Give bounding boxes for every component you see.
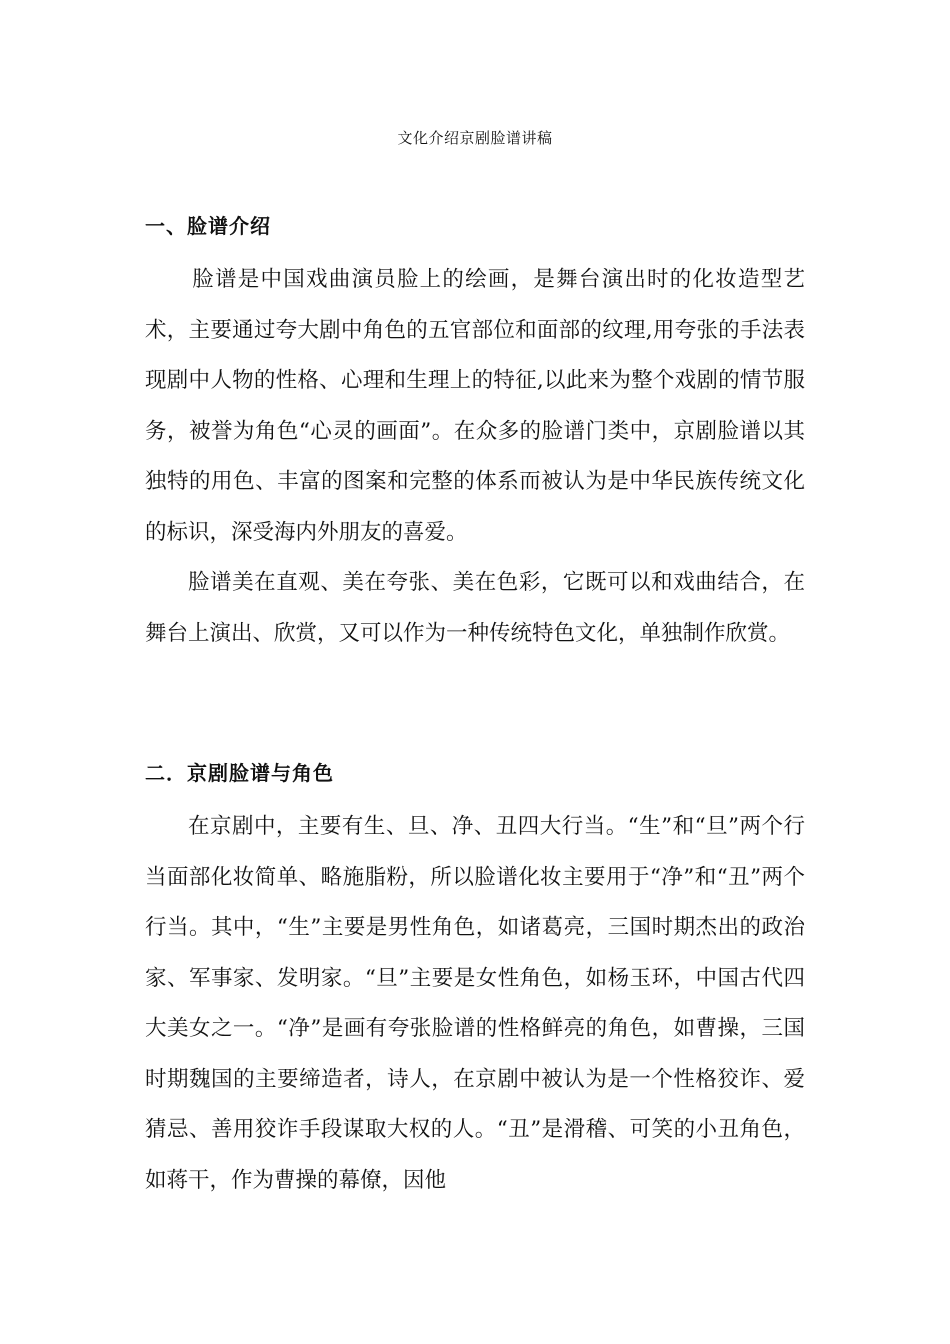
section-heading: 二．京剧脸谱与角色	[145, 761, 334, 785]
section-face-mask-and-roles	[145, 756, 805, 1206]
body-paragraph: 脸谱美在直观、美在夸张、美在色彩，它既可以和戏曲结合，在舞台上演出、欣赏，又可以作为一种传统特色文化，单独制作欣赏。	[145, 570, 805, 646]
body-paragraph: 在京剧中，主要有生、旦、净、丑四大行当。“生”和“旦”两个行当面部化妆简单、略施脂粉，所以脸谱化妆主要用于“净”和“丑”两个行当。其中，“生”主要是男性角色，如诸葛亮，三国时期杰出的政治家、军事家、发明家。“旦”主要是女性角色，如杨玉环，中国古代四大美女之一。“净”是画有夸张脸谱的性格鲜亮的角色，如曹操，三国时期魏国的主要缔造者，诗人，在京剧中被认为是一个性格狡诈、爱猜忌、善用狡诈手段谋取大权的人。“丑”是滑稽、可笑的小丑角色，如蒋干，作为曹操的幕僚，因他	[145, 814, 805, 1193]
document-title: 文化介绍京剧脸谱讲稿	[397, 129, 553, 147]
body-paragraph: 脸谱是中国戏曲演员脸上的绘画，是舞台演出时的化妆造型艺术，主要通过夸大剧中角色的五官部位和面部的纹理,用夸张的手法表现剧中人物的性格、心理和生理上的特征,以此来为整个戏剧的情节服务，被誉为角色“心灵的画面”。在众多的脸谱门类中，京剧脸谱以其独特的用色、丰富的图案和完整的体系而被认为是中华民族传统文化的标识，深受海内外朋友的喜爱。	[145, 267, 805, 545]
section-face-mask-intro	[145, 209, 805, 659]
section-heading: 一、脸谱介绍	[145, 214, 271, 238]
